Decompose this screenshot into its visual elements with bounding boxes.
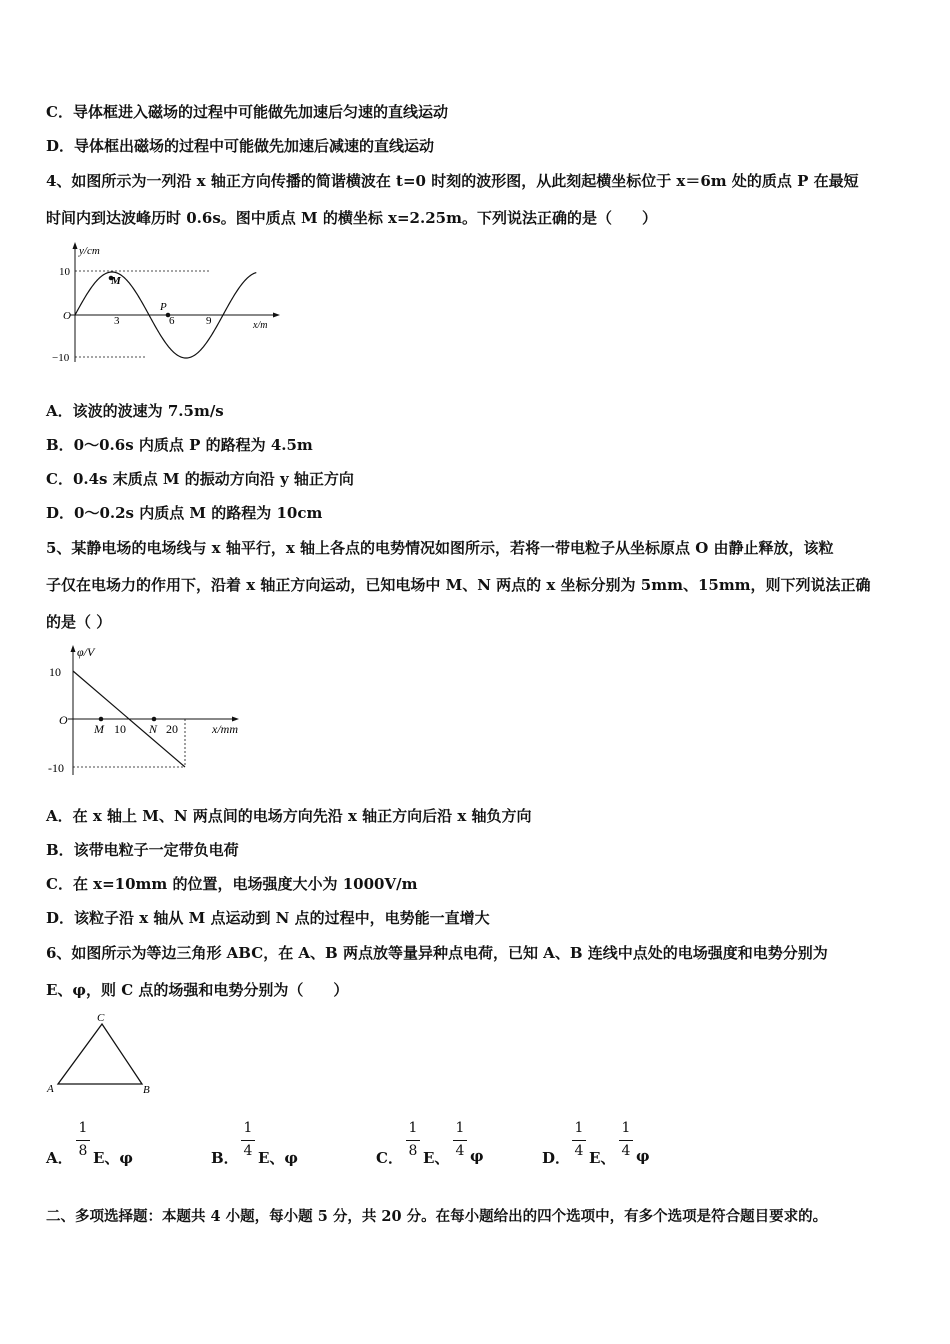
q6-option-c	[376, 1118, 536, 1170]
fraction-numerator: 1	[455, 1120, 465, 1136]
q6-option-a-text: E、φ	[93, 1149, 134, 1167]
q5-ytick-10: 10	[49, 665, 61, 679]
q4-ytick-10: 10	[59, 266, 70, 278]
q6-label-b: B	[143, 1084, 150, 1096]
q4-ytick-neg10: −10	[52, 352, 70, 364]
q6-stem-line1: 6、如图所示为等边三角形 ABC，在 A、B 两点放等量异种点电荷，已知 A、B 连线中点处的电场强度和电势分别为	[46, 944, 828, 962]
q6-option-d-label: D．	[542, 1149, 571, 1167]
q5-point-m	[99, 717, 104, 722]
q6-option-a-label: A．	[46, 1149, 73, 1167]
fraction-denominator: 8	[408, 1143, 418, 1159]
q5-point-n	[152, 717, 157, 722]
q6-option-d-fraction-2	[618, 1118, 634, 1161]
q4-stem-line2: 时间内到达波峰历时 0.6s。图中质点 M 的横坐标 x=2.25m。下列说法正确的是（ ）	[46, 209, 657, 227]
prev-option-d: D．导体框出磁场的过程中可能做先加速后减速的直线运动	[46, 137, 435, 155]
q6-triangle-svg	[40, 1008, 160, 1098]
q6-option-d	[542, 1118, 702, 1170]
fraction-numerator: 1	[408, 1120, 418, 1136]
q5-stem-line2: 子仅在电场力的作用下，沿着 x 轴正方向运动，已知电场中 M、N 两点的 x 坐标分别为 5mm、15mm，则下列说法正确	[46, 576, 871, 594]
q4-wave-svg	[48, 240, 283, 370]
section2-heading: 二、多项选择题：本题共 4 小题，每小题 5 分，共 20 分。在每小题给出的四个选项中，有多个选项是符合题目要求的。	[46, 1208, 828, 1225]
q4-label-p: P	[160, 301, 167, 313]
q5-x-arrow	[232, 717, 239, 722]
q6-option-c-fraction-2	[452, 1118, 468, 1161]
q6-option-a	[46, 1118, 196, 1170]
q4-option-c: C．0.4s 末质点 M 的振动方向沿 y 轴正方向	[46, 470, 354, 488]
q4-xtick-9: 9	[206, 315, 212, 327]
q5-stem-line3: 的是（ ）	[46, 613, 112, 631]
fraction-numerator: 1	[243, 1120, 253, 1136]
q6-option-d-fraction-1	[571, 1118, 587, 1161]
q4-y-arrow	[73, 242, 78, 249]
q5-option-d: D．该粒子沿 x 轴从 M 点运动到 N 点的过程中，电势能一直增大	[46, 909, 490, 927]
q6-option-c-label: C．	[376, 1149, 403, 1167]
q6-label-a: A	[47, 1083, 54, 1095]
q5-x-label: x/mm	[212, 722, 238, 736]
q5-xtick-20: 20	[166, 722, 178, 736]
q5-stem-line1: 5、某静电场的电场线与 x 轴平行，x 轴上各点的电势情况如图所示，若将一带电粒子从坐标原点 O 由静止释放，该粒	[46, 539, 834, 557]
q5-option-a: A．在 x 轴上 M、N 两点间的电场方向先沿 x 轴正方向后沿 x 轴负方向	[46, 807, 532, 825]
fraction-denominator: 4	[621, 1143, 631, 1159]
fraction-denominator: 4	[243, 1143, 253, 1159]
q4-x-label: x/m	[253, 320, 268, 331]
q5-label-n: N	[149, 722, 158, 736]
q6-option-c-mid: E、	[423, 1149, 450, 1167]
q6-option-b	[211, 1118, 361, 1170]
q5-ytick-neg10: -10	[48, 761, 64, 775]
q5-potential-figure	[46, 643, 256, 778]
fraction-denominator: 8	[78, 1143, 88, 1159]
q6-option-c-text: φ	[470, 1147, 484, 1165]
q5-y-arrow	[71, 645, 76, 652]
q4-label-m: M	[111, 275, 121, 287]
fraction-denominator: 4	[574, 1143, 584, 1159]
q6-option-d-text: φ	[636, 1147, 650, 1165]
q4-option-d: D．0～0.2s 内质点 M 的路程为 10cm	[46, 504, 323, 522]
q4-y-label: y/cm	[79, 245, 100, 257]
q5-option-c: C．在 x=10mm 的位置，电场强度大小为 1000V/m	[46, 875, 418, 893]
q4-origin: O	[63, 310, 71, 322]
q6-option-b-text: E、φ	[258, 1149, 299, 1167]
q5-label-m: M	[94, 722, 104, 736]
fraction-numerator: 1	[574, 1120, 584, 1136]
fraction-numerator: 1	[621, 1120, 631, 1136]
q4-x-arrow	[273, 313, 280, 318]
q6-stem-line2: E、φ，则 C 点的场强和电势分别为（ ）	[46, 981, 349, 999]
q6-option-a-fraction	[75, 1118, 91, 1161]
q6-option-c-fraction-1	[405, 1118, 421, 1161]
q6-option-b-label: B．	[211, 1149, 239, 1167]
q5-potential-svg	[46, 643, 256, 778]
prev-option-c: C．导体框进入磁场的过程中可能做先加速后匀速的直线运动	[46, 103, 448, 121]
q6-label-c: C	[97, 1012, 105, 1024]
q4-xtick-6: 6	[169, 315, 175, 327]
q6-option-b-fraction	[240, 1118, 256, 1161]
q5-option-b: B．该带电粒子一定带负电荷	[46, 841, 239, 859]
q4-xtick-3: 3	[114, 315, 120, 327]
q6-triangle-figure	[40, 1008, 160, 1098]
fraction-denominator: 4	[455, 1143, 465, 1159]
q5-y-label: φ/V	[77, 645, 95, 659]
q5-xtick-10: 10	[114, 722, 126, 736]
q6-option-d-mid: E、	[589, 1149, 616, 1167]
q4-option-a: A．该波的波速为 7.5m/s	[46, 402, 224, 420]
q6-triangle	[58, 1024, 142, 1084]
q4-option-b: B．0～0.6s 内质点 P 的路程为 4.5m	[46, 436, 313, 454]
q4-stem-line1: 4、如图所示为一列沿 x 轴正方向传播的简谐横波在 t=0 时刻的波形图，从此刻起横坐标位于 x＝6m 处的质点 P 在最短	[46, 172, 859, 190]
q4-wave-figure	[48, 240, 283, 370]
fraction-numerator: 1	[78, 1120, 88, 1136]
q5-origin: O	[59, 713, 68, 727]
